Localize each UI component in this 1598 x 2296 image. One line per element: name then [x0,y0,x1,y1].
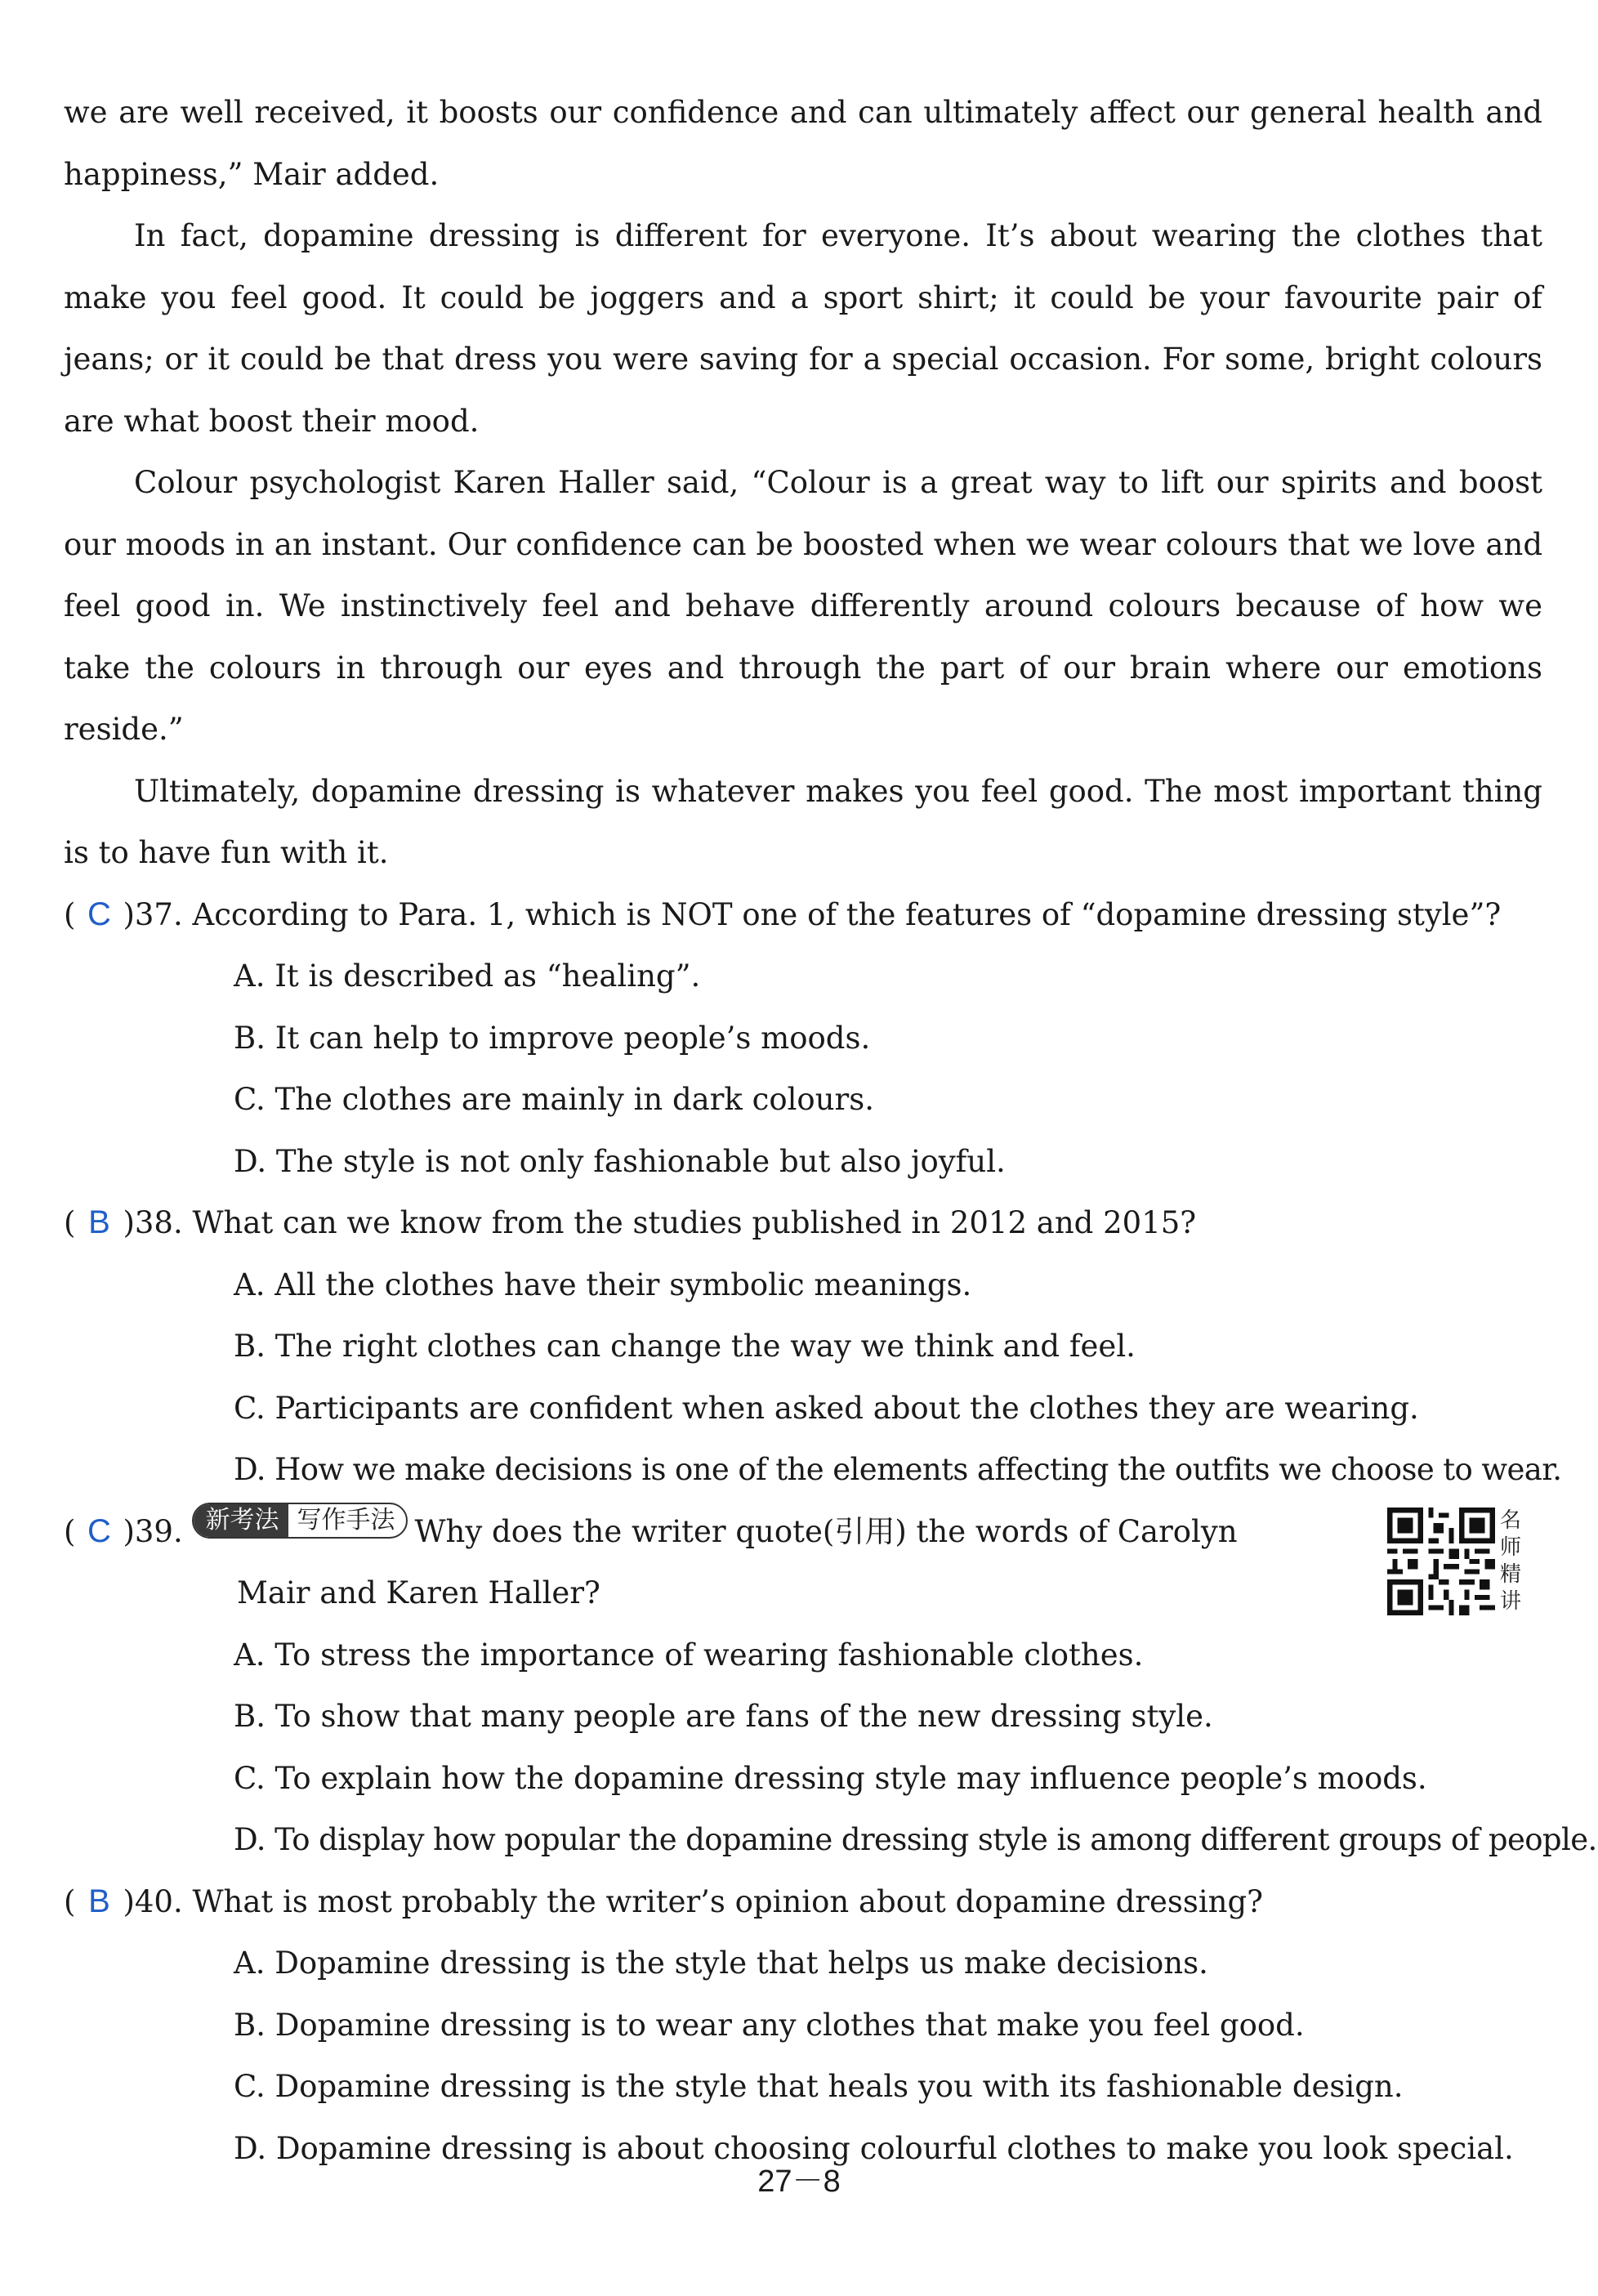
passage-paragraph: we are well received, it boosts our confidence and can ultimately affect our general health and happiness,” Mair added. [64,95,1542,192]
option-d: D. Dopamine dressing is about choosing colourful clothes to make you look special. [234,2130,1514,2166]
option-b: B. To show that many people are fans of the new dressing style. [234,1699,1213,1734]
paren-open: ( [64,1513,76,1549]
answer-letter: C [87,896,111,932]
paren-open: ( [64,896,76,932]
question-text: What can we know from the studies published in 2012 and 2015? [192,1205,1197,1240]
option-a: A. It is described as “healing”. [234,958,701,994]
option-d: D. How we make decisions is one of the elements affecting the outfits we choose to wear. [234,1452,1562,1487]
question-text: According to Para. 1, which is NOT one of the features of “dopamine dressing style”? [192,896,1502,932]
option-c: C. The clothes are mainly in dark colours. [234,1082,874,1117]
qr-code-icon[interactable] [1387,1508,1495,1615]
option-b: B. It can help to improve people’s moods. [234,1020,871,1056]
badge-new-method: 新考法 [194,1504,288,1537]
question-type-badge [192,1503,408,1539]
question-text-continued: Mair and Karen Haller? [237,1575,600,1610]
option-c: C. Dopamine dressing is the style that heals you with its fashionable design. [234,2069,1404,2104]
document-page [64,82,1597,2179]
question-text: What is most probably the writer’s opinion about dopamine dressing? [192,1883,1264,1919]
option-b: B. The right clothes can change the way we think and feel. [234,1329,1136,1364]
answer-letter: C [87,1512,111,1549]
question-number: )39. [123,1513,183,1549]
option-d: D. To display how popular the dopamine dressing style is among different groups of people. [234,1822,1597,1857]
option-c: C. To explain how the dopamine dressing style may influence people’s moods. [234,1760,1427,1796]
question-number: )37. [123,896,183,932]
question-number: )40. [123,1883,183,1919]
option-c: C. Participants are confident when asked about the clothes they are wearing. [234,1390,1419,1426]
question-38 [64,1192,1562,1501]
answer-letter: B [88,1204,110,1240]
qr-caption: 名师精讲 [1500,1508,1522,1614]
passage-paragraph: Colour psychologist Karen Haller said, “Colour is a great way to lift our spirits and boost our moods in an instant. Our confidence can be boosted when we wear colours that we love and feel good in. We instinctively feel and behave differently around colours because of how we take the colours in through our eyes and through the part of our brain where our emotions reside.” [64,465,1542,747]
question-text: Why does the writer quote(引用) the words of Carolyn [414,1513,1238,1549]
question-39 [64,1501,1597,1871]
paren-open: ( [64,1883,76,1919]
passage-paragraph: In fact, dopamine dressing is different for everyone. It’s about wearing the clothes that make you feel good. It could be joggers and a sport shirt; it could be your favourite pair of jeans; or it could be that dress you were saving for a special occasion. For some, bright colours are what boost their mood. [64,218,1542,439]
question-37 [64,884,1542,1193]
option-d: D. The style is not only fashionable but also joyful. [234,1143,1006,1179]
option-a: A. To stress the importance of wearing fashionable clothes. [234,1637,1144,1673]
question-number: )38. [123,1205,183,1240]
option-b: B. Dopamine dressing is to wear any clothes that make you feel good. [234,2007,1305,2043]
question-40 [64,1871,1542,2180]
paren-open: ( [64,1205,76,1240]
teacher-explanation-qr[interactable] [1387,1508,1524,1615]
option-a: A. All the clothes have their symbolic meanings. [234,1266,972,1302]
page-number: 27－8 [757,2164,841,2199]
option-a: A. Dopamine dressing is the style that helps us make decisions. [234,1945,1208,1981]
answer-letter: B [88,1883,110,1919]
passage-paragraph: Ultimately, dopamine dressing is whatever makes you feel good. The most important thing is to have fun with it. [64,773,1542,870]
badge-writing-technique: 写作手法 [297,1505,395,1534]
